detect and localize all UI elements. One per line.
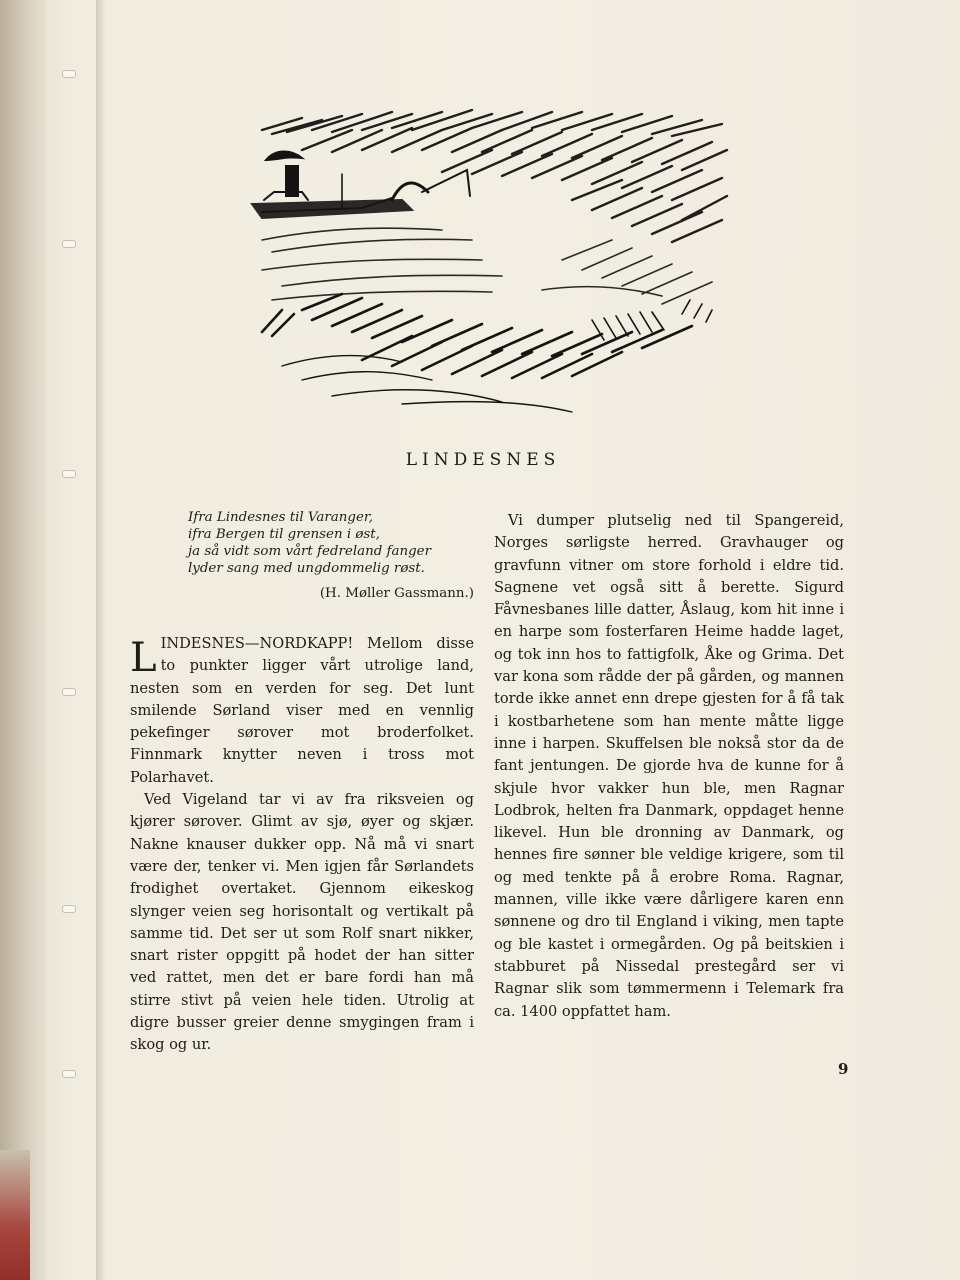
- epigraph-attribution: (H. Møller Gassmann.): [319, 586, 474, 601]
- epigraph-line: lyder sang med ungdommelig røst.: [188, 561, 425, 576]
- right-text-column: [494, 510, 844, 1023]
- epigraph-line: ifra Bergen til grensen i øst,: [188, 527, 380, 542]
- binding-stitch: [62, 70, 76, 78]
- binding-stitch: [62, 1070, 76, 1078]
- binding-stitch: [62, 688, 76, 696]
- paragraph: Ved Vigeland tar vi av fra riksveien og kjører sørover. Glimt av sjø, øyer og skjær. Nakne knauser dukker opp. Nå må vi snart være der, tenker vi. Men igjen får Sørlandets frodighet overtaket. Gjennom eikeskog slynger veien seg horisontalt og vertikalt på samme tid. Det ser ut som Rolf snart nikker, snart rister oppgitt på hodet der han sitter ved rattet, men det er bare fordi han må stirre stivt på veien hele tiden. Utrolig at digre busser greier denne smygingen fram i skog og ur.: [130, 791, 474, 1054]
- epigraph: [188, 509, 488, 577]
- epigraph-line: ja så vidt som vårt fedreland fanger: [188, 544, 431, 559]
- paragraph: Vi dumper plutselig ned til Spangereid, Norges sørligste herred. Gravhauger og gravfunn vitner om store forhold i eldre tid. Sagnene vet også sitt å berette. Sigurd Fåvnesbanes lille datter, Åslaug, kom hit inne i en harpe som fosterfaren Heime hadde laget, og tok inn hos to fattigfolk, Åke og Grima. Det var kona som rådde der på gården, og mannen torde ikke annet enn drepe gjesten for å få tak i kostbarhetene som han mente måtte ligge inne i harpen. Skuffelsen ble nokså stor da de fant jentungen. De gjorde hva de kunne for å skjule hvor vakker hun ble, men Ragnar Lodbrok, helten fra Danmark, oppdaget henne likevel. Hun ble dronning av Danmark, og hennes fire sønner ble veldige krigere, som til og med tenkte på å erobre Roma. Ragnar, mannen, ville ikke være dårligere karen enn sønnene og dro til England i viking, men tapte og ble kastet i ormegården. Og på beitskien i stabburet på Nissedal prestegård ser vi Ragnar slik som tømmermenn i Telemark fra ca. 1400 oppfattet ham.: [494, 512, 844, 1020]
- binding-stitch: [62, 905, 76, 913]
- binding-shadow: [96, 0, 106, 1280]
- chapter-title: LINDESNES: [405, 450, 561, 470]
- binding-stitch: [62, 240, 76, 248]
- drop-cap: L: [130, 635, 157, 681]
- page-number: 9: [838, 1060, 849, 1078]
- epigraph-line: Ifra Lindesnes til Varanger,: [188, 510, 374, 525]
- ink-sketch-illustration: [242, 100, 732, 420]
- paragraph: [130, 633, 474, 789]
- book-spine: [0, 0, 46, 1280]
- left-text-column: [130, 633, 474, 1057]
- paragraph-text: INDESNES—NORDKAPP! Mellom disse to punkter ligger vårt utrolige land, nesten som en verden for seg. Det lunt smilende Sørland viser med en vennlig pekefinger sørover mot broderfolket. Finnmark knytter neven i tross mot Polarhavet.: [130, 635, 474, 786]
- red-cover-edge: [0, 1150, 30, 1280]
- binding-stitch: [62, 470, 76, 478]
